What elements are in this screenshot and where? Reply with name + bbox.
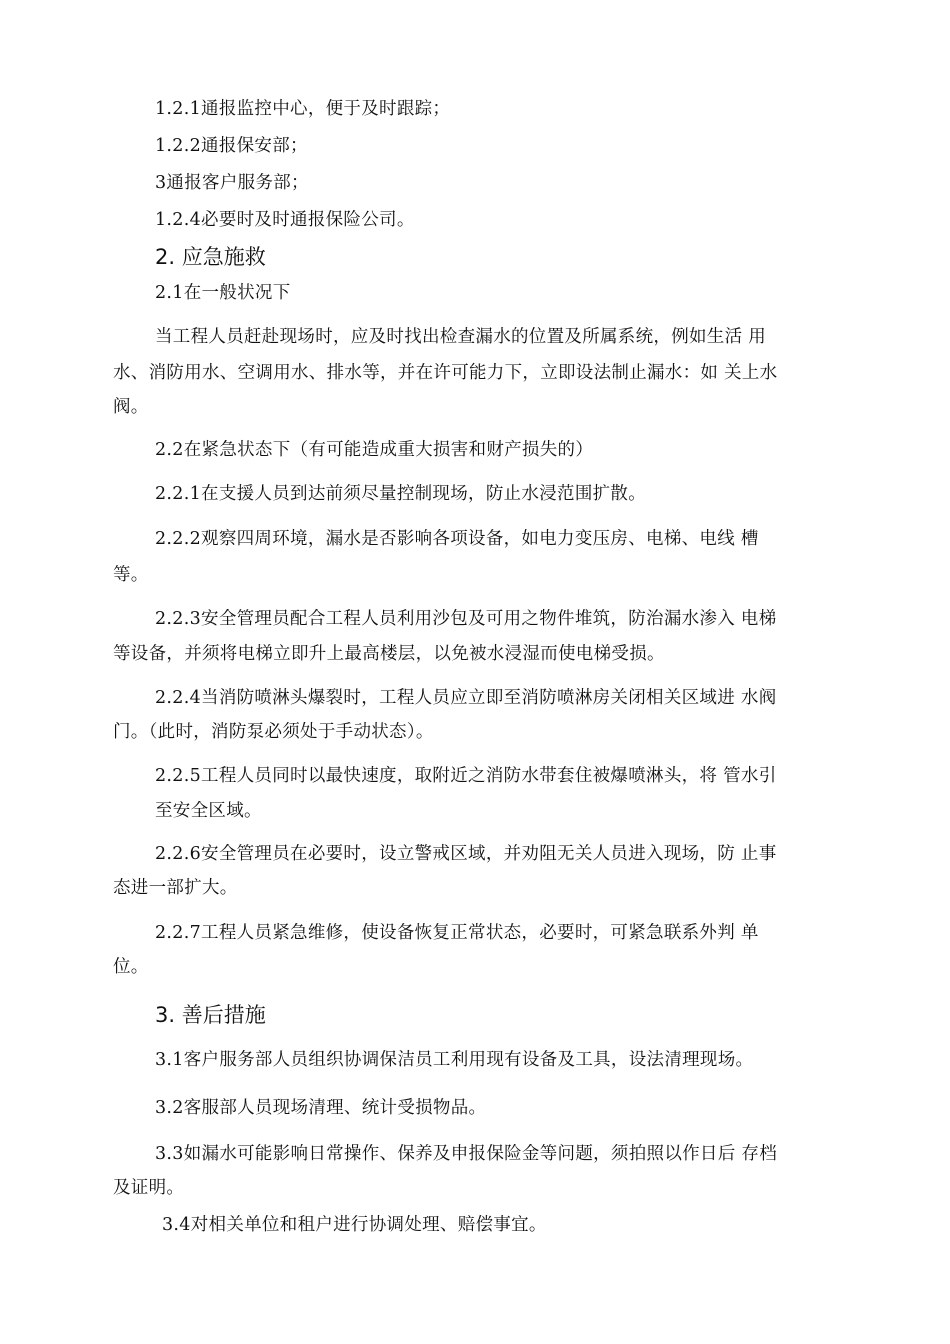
paragraph-line: 等设备，并须将电梯立即升上最高楼层，以免被水浸湿而使电梯受损。 <box>113 644 665 664</box>
paragraph-2-2-1: 2.2.1在支援人员到达前须尽量控制现场，防止水浸范围扩散。 <box>155 484 647 504</box>
paragraph-line: 2.2.3安全管理员配合工程人员利用沙包及可用之物件堆筑，防治漏水渗入 电梯 <box>155 609 777 629</box>
item-1-2-1: 1.2.1通报监控中心，便于及时跟踪； <box>155 99 451 119</box>
paragraph-3-4: 3.4对相关单位和租户进行协调处理、赔偿事宜。 <box>162 1215 547 1235</box>
paragraph-line: 2.2.6安全管理员在必要时，设立警戒区域，并劝阻无关人员进入现场，防 止事 <box>155 844 777 864</box>
paragraph-line: 当工程人员赶赴现场时，应及时找出检查漏水的位置及所属系统，例如生活 用 <box>155 327 767 347</box>
paragraph-line: 3.3如漏水可能影响日常操作、保养及申报保险金等问题，须拍照以作日后 存档 <box>155 1144 777 1164</box>
item-1-2-2: 1.2.2通报保安部； <box>155 136 308 156</box>
paragraph-line: 2.2.5工程人员同时以最快速度，取附近之消防水带套住被爆喷淋头，将 管水引 <box>155 766 777 786</box>
subheading-2-2: 2.2在紧急状态下（有可能造成重大损害和财产损失的） <box>155 440 594 460</box>
heading-aftermath-measures: 3. 善后措施 <box>155 1003 266 1027</box>
paragraph-line: 及证明。 <box>113 1178 185 1198</box>
paragraph-line: 门。（此时，消防泵必须处于手动状态）。 <box>113 722 434 742</box>
paragraph-line: 等。 <box>113 565 149 585</box>
paragraph-3-2: 3.2客服部人员现场清理、统计受损物品。 <box>155 1098 487 1118</box>
item-1-2-4: 1.2.4必要时及时通报保险公司。 <box>155 210 415 230</box>
paragraph-line: 位。 <box>113 957 149 977</box>
paragraph-line: 2.2.4当消防喷淋头爆裂时，工程人员应立即至消防喷淋房关闭相关区域进 水阀 <box>155 688 777 708</box>
paragraph-line: 2.2.2观察四周环境，漏水是否影响各项设备，如电力变压房、电梯、电线 槽 <box>155 529 759 549</box>
paragraph-line: 水、消防用水、空调用水、排水等，并在许可能力下，立即设法制止漏水：如 关上水 <box>113 363 778 383</box>
subheading-2-1: 2.1在一般状况下 <box>155 283 291 303</box>
item-3: 3通报客户服务部； <box>155 173 309 193</box>
paragraph-line: 阀。 <box>113 397 149 417</box>
paragraph-line: 态进一部扩大。 <box>113 878 238 898</box>
paragraph-line: 2.2.7工程人员紧急维修，使设备恢复正常状态，必要时，可紧急联系外判 单 <box>155 923 759 943</box>
paragraph-3-1: 3.1客户服务部人员组织协调保洁员工利用现有设备及工具，设法清理现场。 <box>155 1050 754 1070</box>
paragraph-line: 至安全区域。 <box>155 801 262 821</box>
heading-emergency-rescue: 2. 应急施救 <box>155 245 266 269</box>
